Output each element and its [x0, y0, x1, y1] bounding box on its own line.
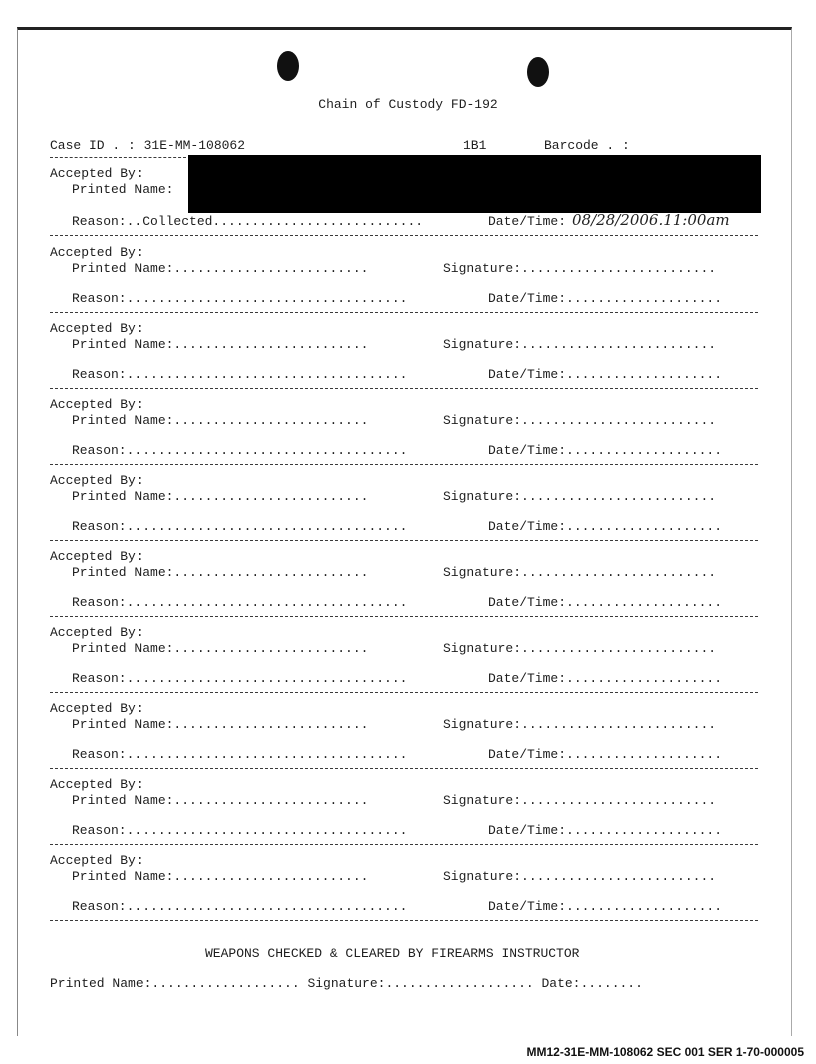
- signature-field: Signature:.........................: [443, 413, 717, 428]
- printed-name-field: Printed Name:.........................: [72, 565, 369, 580]
- redaction-box: [188, 155, 761, 213]
- datetime-field: Date/Time:....................: [488, 899, 723, 914]
- dashed-divider: [50, 464, 758, 465]
- datetime-field: Date/Time:....................: [488, 823, 723, 838]
- reason-field: Reason:....................................: [72, 595, 408, 610]
- accepted-by-label: Accepted By:: [50, 777, 144, 792]
- accepted-by-label: Accepted By:: [50, 853, 144, 868]
- reason-field: Reason:....................................: [72, 823, 408, 838]
- printed-name-field: Printed Name:.........................: [72, 489, 369, 504]
- signature-field: Signature:.........................: [443, 793, 717, 808]
- datetime-field: Date/Time:....................: [488, 747, 723, 762]
- printed-name-field: Printed Name:.........................: [72, 641, 369, 656]
- weapons-heading: WEAPONS CHECKED & CLEARED BY FIREARMS INSTRUCTOR: [205, 946, 580, 961]
- reason-field: Reason:....................................: [72, 367, 408, 382]
- signature-field: Signature:.........................: [443, 869, 717, 884]
- dashed-divider: [50, 920, 758, 921]
- case-id: Case ID . : 31E-MM-108062: [50, 138, 246, 153]
- datetime-field: Date/Time:....................: [488, 671, 723, 686]
- case-code: 1B1: [463, 138, 487, 153]
- printed-name-field: Printed Name:.........................: [72, 337, 369, 352]
- datetime-field: Date/Time:....................: [488, 595, 723, 610]
- document-reference: MM12-31E-MM-108062 SEC 001 SER 1-70-000005: [526, 1045, 804, 1059]
- reason-field: Reason:....................................: [72, 899, 408, 914]
- datetime-field: Date/Time:....................: [488, 443, 723, 458]
- signature-field: Signature:.........................: [443, 717, 717, 732]
- punch-hole: [277, 51, 299, 81]
- dashed-divider: [50, 388, 758, 389]
- dashed-divider: [50, 540, 758, 541]
- signature-field: Signature:.........................: [443, 641, 717, 656]
- printed-name-field: Printed Name:.........................: [72, 869, 369, 884]
- accepted-by-label: Accepted By:: [50, 245, 144, 260]
- handwritten-datetime: 08/28/2006.11:00am: [572, 211, 730, 229]
- signature-field: Signature:.........................: [443, 565, 717, 580]
- dashed-divider: [50, 235, 758, 236]
- datetime-label: Date/Time:: [488, 214, 567, 229]
- dashed-divider: [50, 844, 758, 845]
- reason-field: Reason:....................................: [72, 747, 408, 762]
- accepted-by-label: Accepted By:: [50, 397, 144, 412]
- reason-field: Reason:....................................: [72, 519, 408, 534]
- weapons-line: Printed Name:................... Signature:................... Date:........: [50, 976, 643, 991]
- punch-hole: [527, 57, 549, 87]
- dashed-divider: [50, 312, 758, 313]
- signature-field: Signature:.........................: [443, 337, 717, 352]
- accepted-by-label: Accepted By:: [50, 473, 144, 488]
- reason-field: Reason:..Collected...........................: [72, 214, 424, 229]
- signature-field: Signature:.........................: [443, 261, 717, 276]
- datetime-field: Date/Time:....................: [488, 519, 723, 534]
- accepted-by-label: Accepted By:: [50, 701, 144, 716]
- reason-field: Reason:....................................: [72, 671, 408, 686]
- dashed-divider: [50, 692, 758, 693]
- accepted-by-label: Accepted By:: [50, 166, 144, 181]
- signature-field: Signature:.........................: [443, 489, 717, 504]
- printed-name-field: Printed Name:.........................: [72, 717, 369, 732]
- accepted-by-label: Accepted By:: [50, 625, 144, 640]
- printed-name-field: Printed Name:.........................: [72, 793, 369, 808]
- accepted-by-label: Accepted By:: [50, 321, 144, 336]
- reason-field: Reason:....................................: [72, 443, 408, 458]
- reason-field: Reason:....................................: [72, 291, 408, 306]
- datetime-field: Date/Time:....................: [488, 367, 723, 382]
- printed-name-field: Printed Name:.........................: [72, 413, 369, 428]
- dashed-divider: [50, 157, 186, 158]
- dashed-divider: [50, 768, 758, 769]
- printed-name-field: Printed Name:.........................: [72, 261, 369, 276]
- datetime-field: Date/Time:....................: [488, 291, 723, 306]
- form-title: Chain of Custody FD-192: [318, 97, 498, 112]
- barcode-label: Barcode . :: [544, 138, 630, 153]
- dashed-divider: [50, 616, 758, 617]
- printed-name-label: Printed Name:: [72, 182, 174, 197]
- accepted-by-label: Accepted By:: [50, 549, 144, 564]
